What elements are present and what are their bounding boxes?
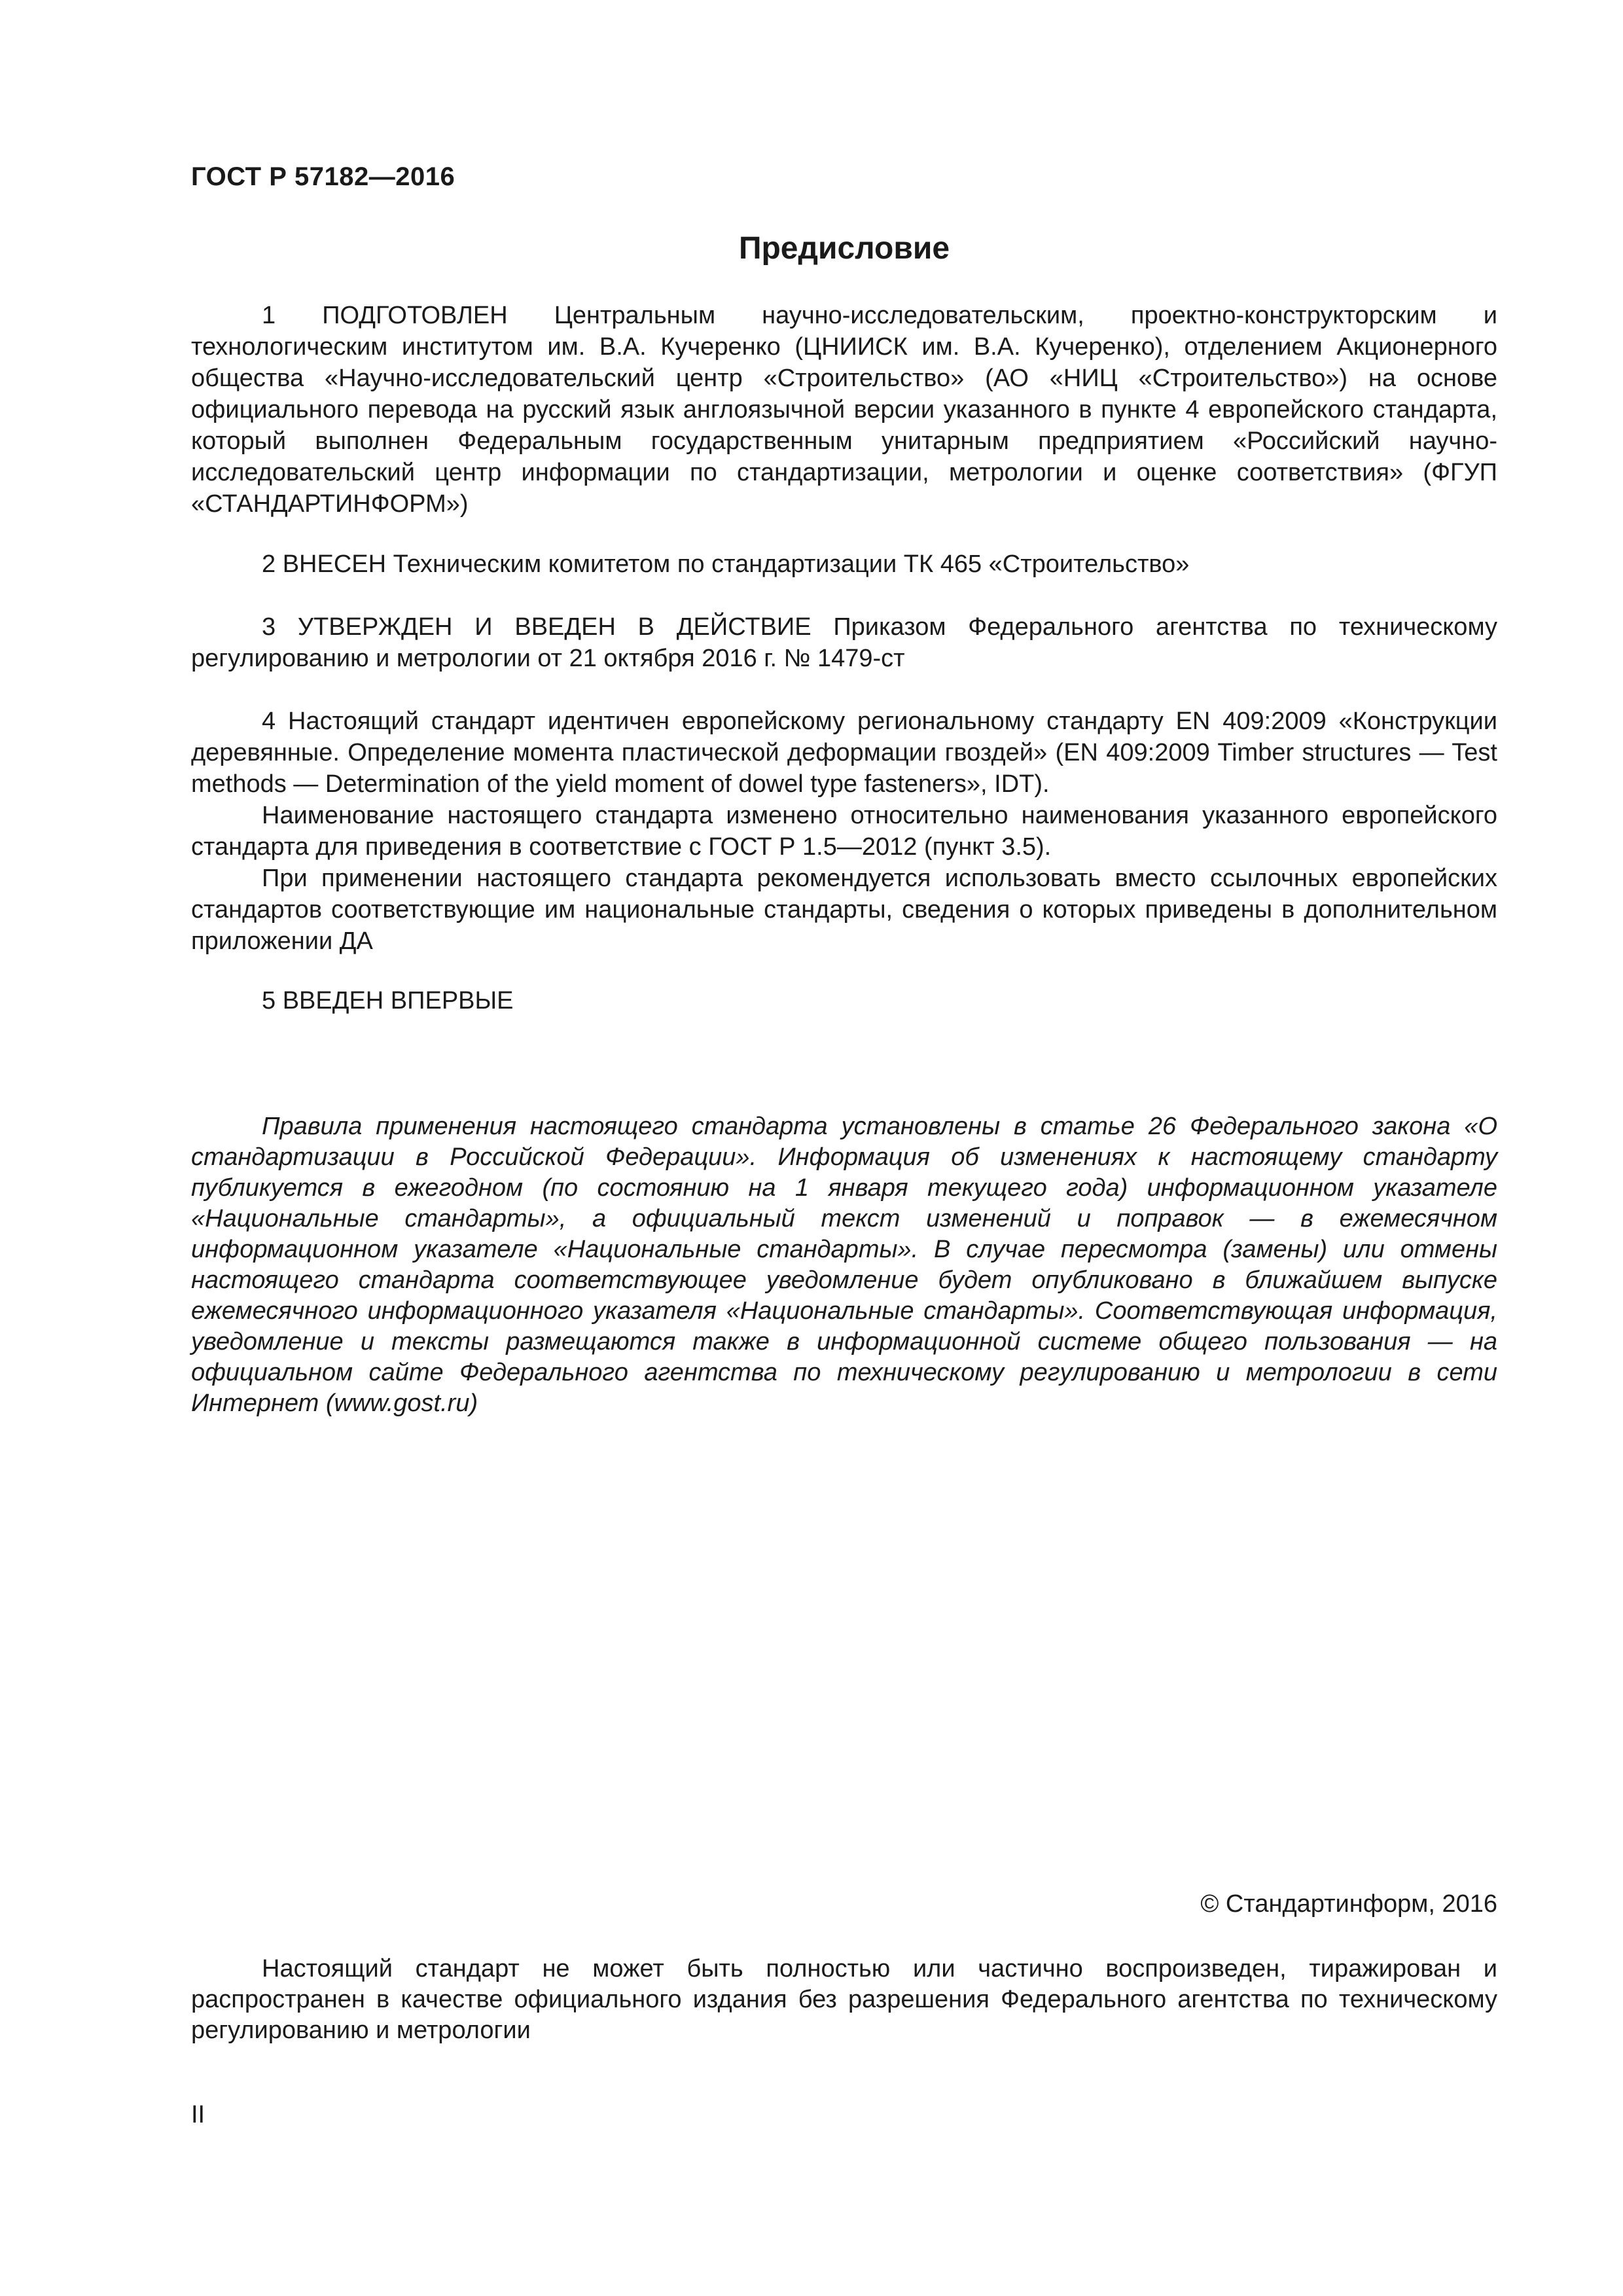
section-2 [191,548,1497,580]
reproduction-text: Настоящий стандарт не может быть полностью или частично воспроизведен, тиражирован и распространен в качестве официального издания без разрешения Федерального агентства по техническому регулированию и метрологии [191,1955,1497,2044]
section-3 [191,611,1497,674]
section-1-text: 1 ПОДГОТОВЛЕН Центральным научно-исследовательским, проектно-конструкторским и технологическим институтом им. В.А. Кучеренко (ЦНИИСК им. В.А. Кучеренко), отделением Акционерного общества «Научно-исследовательский центр «Строительство» (АО «НИЦ «Строительство») на основе официального перевода на русский язык англоязычной версии указанного в пункте 4 европейского стандарта, который выполнен Федеральным государственным унитарным предприятием «Российский научно-исследовательский центр информации по стандартизации, метрологии и оценке соответствия» (ФГУП «СТАНДАРТИНФОРМ») [191,302,1497,518]
application-rules-notice [191,1111,1497,1419]
reproduction-notice [191,1954,1497,2046]
section-3-text: 3 УТВЕРЖДЕН И ВВЕДЕН В ДЕЙСТВИЕ Приказом Федерального агентства по техническому регулированию и метрологии от 21 октября 2016 г. № 1479-ст [191,613,1497,672]
section-1 [191,300,1497,520]
page-number: II [191,2101,205,2128]
copyright-line: © Стандартинформ, 2016 [1200,1890,1497,1918]
section-2-text: 2 ВНЕСЕН Техническим комитетом по стандартизации ТК 465 «Строительство» [262,550,1190,578]
section-4 [191,706,1497,957]
section-5 [191,985,1497,1016]
section-5-text: 5 ВВЕДЕН ВПЕРВЫЕ [262,987,514,1014]
notice-text: Правила применения настоящего стандарта установлены в статье 26 Федерального закона «О стандартизации в Российской Федерации». Информация об изменениях к настоящему стандарту публикуется в ежегодном (по состоянию на 1 января текущего года) информационном указателе «Национальные стандарты», а официальный текст изменений и поправок — в ежемесячном информационном указателе «Национальные стандарты». В случае пересмотра (замены) или отмены настоящего стандарта соответствующее уведомление будет опубликовано в ближайшем выпуске ежемесячного информационного указателя «Национальные стандарты». Соответствующая информация, уведомление и тексты размещаются также в информационной системе общего пользования — на официальном сайте Федерального агентства по техническому регулированию и метрологии в сети Интернет (www.gost.ru) [191,1113,1497,1417]
document-code: ГОСТ Р 57182—2016 [191,162,455,191]
section-4-paragraph-1: 4 Настоящий стандарт идентичен европейскому региональному стандарту EN 409:2009 «Конструкции деревянные. Определение момента пластической деформации гвоздей» (EN 409:2009 Timber structures — Test methods — Determination of the yield moment of dowel type fasteners», IDT). [191,708,1497,798]
section-4-paragraph-2: Наименование настоящего стандарта изменено относительно наименования указанного европейского стандарта для приведения в соответствие с ГОСТ Р 1.5—2012 (пункт 3.5). [191,802,1497,861]
page-title: Предисловие [738,231,950,266]
section-4-paragraph-3: При применении настоящего стандарта рекомендуется использовать вместо ссылочных европейских стандартов соответствующие им национальные стандарты, сведения о которых приведены в дополнительном приложении ДА [191,865,1497,955]
